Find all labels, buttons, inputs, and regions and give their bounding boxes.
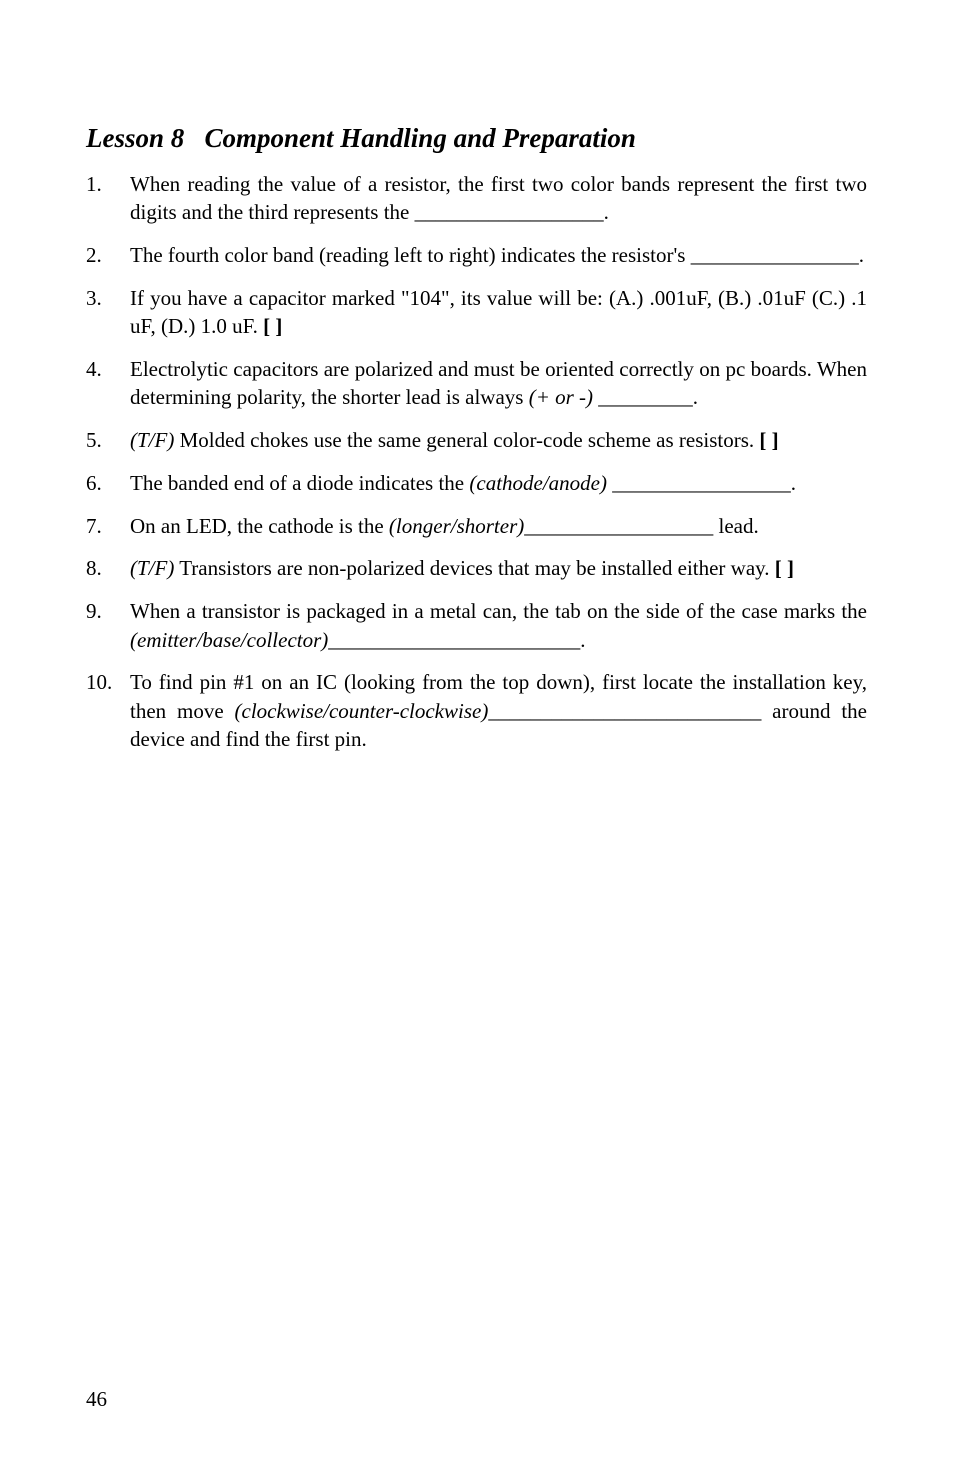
question-7 — [86, 512, 867, 540]
question-5 — [86, 426, 867, 454]
question-blank: ________________________. — [328, 627, 586, 652]
question-9 — [86, 597, 867, 654]
question-choice: (cathode/anode) — [469, 470, 607, 495]
question-text: The banded end of a diode indicates the — [130, 470, 470, 495]
question-4 — [86, 355, 867, 412]
question-number: 6. — [86, 470, 102, 495]
question-number: 1. — [86, 172, 102, 196]
question-number: 3. — [86, 285, 102, 310]
question-text: When reading the value of a resistor, the first two color bands represent the first two digits and the third represents the __________________. — [130, 172, 867, 225]
page-number: 46 — [86, 1387, 107, 1411]
question-text: Molded chokes use the same general color-code scheme as resistors. — [174, 428, 755, 453]
question-choice: (T/F) — [130, 556, 175, 581]
question-number: 10. — [86, 670, 113, 695]
answer-bracket: [ ] — [263, 314, 283, 339]
question-choice: (T/F) — [130, 428, 175, 453]
question-number: 7. — [86, 513, 102, 538]
question-number: 9. — [86, 599, 102, 624]
question-blank: __________________________ around the device and find the first pin. — [130, 698, 867, 751]
question-text: When a transistor is packaged in a metal can, the tab on the side of the case marks the — [130, 599, 867, 624]
question-text: Electrolytic capacitors are polarized and must be oriented correctly on pc boards. When determining polarity, the shorter lead is always — [130, 356, 867, 410]
answer-bracket: [ ] — [774, 556, 795, 581]
question-8 — [86, 554, 867, 582]
question-blank: _________________. — [607, 470, 796, 495]
question-blank: _________. — [593, 385, 699, 410]
question-blank: __________________ lead. — [524, 513, 759, 538]
question-number: 8. — [86, 556, 102, 581]
question-text: If you have a capacitor marked "104", its value will be: (A.) .001uF, (B.) .01uF (C.) .1 uF, (D.) 1.0 uF. — [130, 285, 867, 339]
question-number: 5. — [86, 428, 102, 453]
question-text: The fourth color band (reading left to right) indicates the resistor's ________________. — [130, 243, 864, 268]
question-choice: (longer/shorter) — [388, 513, 525, 538]
question-choice: (+ or -) — [528, 385, 594, 410]
question-choice: (emitter/base/collector) — [130, 627, 329, 652]
question-3 — [86, 284, 867, 341]
question-number: 4. — [86, 356, 102, 381]
question-1 — [86, 170, 867, 227]
lesson-title: Lesson 8 Component Handling and Preparation — [86, 123, 636, 153]
question-choice: (clockwise/counter-clockwise) — [234, 698, 489, 723]
question-text: To find pin #1 on an IC (looking from the top down), first locate the installation key, then move — [130, 670, 867, 723]
answer-bracket: [ ] — [759, 428, 779, 453]
question-number: 2. — [86, 243, 102, 268]
question-text: On an LED, the cathode is the — [130, 513, 389, 538]
question-6 — [86, 469, 867, 497]
question-10 — [86, 668, 867, 753]
question-text: Transistors are non-polarized devices that may be installed either way. — [174, 556, 770, 581]
question-2 — [86, 241, 867, 269]
question-list — [86, 170, 867, 768]
